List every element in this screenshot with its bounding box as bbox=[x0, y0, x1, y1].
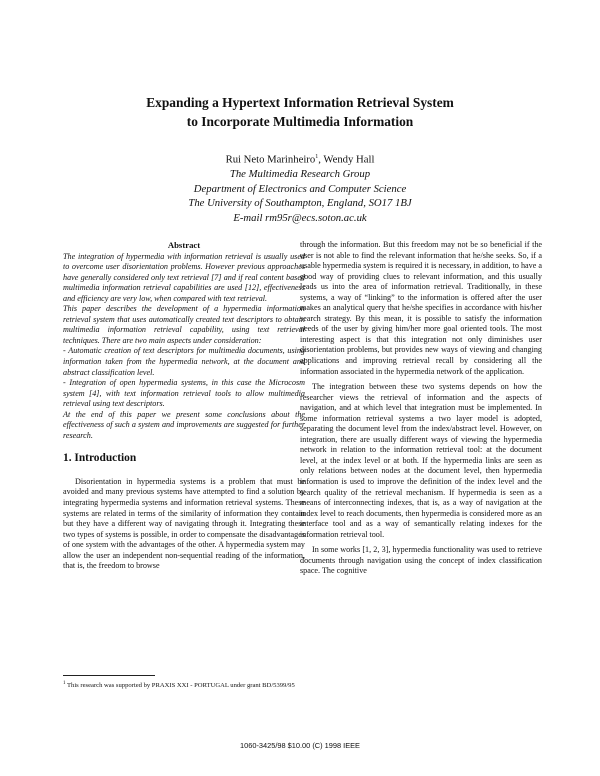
intro-paragraph: through the information. But this freedom may not be so beneficial if the user is not able to find the relevant information that he/she seeks. So, if a usable hypermedia system is required it is necessary, in addition, to have a good way of providing clues to relevant information, and this usually leads us into the area of information retrieval. Traditionally, in these systems, a way of “linking” to the information is offered after the user makes an analytical query that he/she specifies in accordance with his/her search strategy. By this mean, it is possible to satisfy the information needs of the user by giving him/her more goal oriented tools. The most interesting aspect is that this integration not only diminishes user disorientation problems, but provides new ways of viewing and changing applications and improving retrieval recall by considering all the information associated in the hypermedia network of the application. bbox=[300, 240, 542, 376]
section-heading-introduction: 1. Introduction bbox=[63, 452, 137, 465]
abstract-paragraph: - Automatic creation of text descriptors for multimedia documents, using information taken from the hypermedia network, at the document and abstract classification level. bbox=[63, 346, 305, 377]
affiliation-department: Department of Electronics and Computer Science bbox=[193, 182, 407, 195]
title-line-1: Expanding a Hypertext Information Retrieval System bbox=[146, 95, 454, 110]
footnote-mark: 1 bbox=[63, 681, 66, 686]
footnote-text: This research was supported by PRAXIS XXI - PORTUGAL under grant BD/5399/95 bbox=[65, 682, 295, 690]
author-names: Rui Neto Marinheiro$^1$, Wendy Hall bbox=[225, 153, 375, 166]
page-footer: 1060-3425/98 $10.00 (C) 1998 IEEE bbox=[240, 741, 360, 750]
abstract-paragraph: At the end of this paper we present some conclusions about the effectiveness of such a system and improvements are suggested for further research. bbox=[63, 409, 305, 440]
abstract-paragraph: The integration of hypermedia with information retrieval is usually used to overcome user disorientation problems. However previous approaches have generally considered only text retrieval [7] and if real content based multimedia information retrieval capabilities are used [12], effectiveness and efficiency are very low, when compared with text retrieval. bbox=[63, 251, 305, 303]
paper-title bbox=[0, 93, 600, 131]
intro-paragraph: Disorientation in hypermedia systems is a problem that must be avoided and many previous systems have attempted to find a solution by integrating hypermedia systems and information retrieval systems. These systems are related in terms of the similarity of information they contain but they have a different way of navigating through it. Integrating these two types of systems is possible, in order to compensate the disadvantages of one system with the advantages of the other. A hypermedia system may allow the user an independent non-sequential reading of the information, that is, the freedom to browse bbox=[63, 476, 305, 571]
abstract-body bbox=[63, 252, 305, 442]
abstract-paragraph: This paper describes the development of a hypermedia information retrieval system that uses automatically created text descriptors to obtain multimedia information retrieval capability, using text retrieval techniques. There are two main aspects under consideration: bbox=[63, 304, 305, 345]
intro-paragraph: The integration between these two systems depends on how the researcher views the retrieval of information and the aspects of navigation, and at which level that integration must be implemented. In some information retrieval systems a two layer model is adopted, separating the document level from the index/abstract level. However, on integration, there are usually different ways of viewing the hypermedia network in relation to the information retrieval tool: at the document level, at the index level or at both. If the hypermedia links are seen as only relations between nodes at the document level, then hypermedia information is used to improve the definition of the index level and the search quality of the retrieval mechanism. If hypermedia is seen as a means of interconnecting indexes, that is, as a way of navigation at the index level to reach documents, then hypermedia is considered more as an interface tool and as a way of semantically relating indexes for the information retrieval tool. bbox=[300, 382, 542, 539]
affiliation-university: The University of Southampton, England, SO17 1BJ bbox=[188, 197, 412, 210]
author-footnote-mark: 1 bbox=[315, 154, 319, 160]
footnote bbox=[63, 680, 305, 691]
footnote-divider bbox=[63, 675, 155, 676]
right-column bbox=[300, 240, 542, 577]
left-column bbox=[63, 240, 305, 572]
abstract-heading: Abstract bbox=[167, 240, 201, 250]
title-line-2: to Incorporate Multimedia Information bbox=[186, 114, 414, 129]
affiliation-group: The Multimedia Research Group bbox=[229, 168, 371, 181]
author-block bbox=[0, 150, 600, 225]
abstract-paragraph: - Integration of open hypermedia systems, in this case the Microcosm system [4], with text information retrieval tools to allow multimedia retrieval using text descriptors. bbox=[63, 378, 305, 409]
intro-paragraph: In some works [1, 2, 3], hypermedia functionality was used to retrieve documents through navigation using the concept of index classification space. The cognitive bbox=[300, 545, 542, 576]
author-email: E-mail rm95r@ecs.soton.ac.uk bbox=[233, 211, 367, 224]
